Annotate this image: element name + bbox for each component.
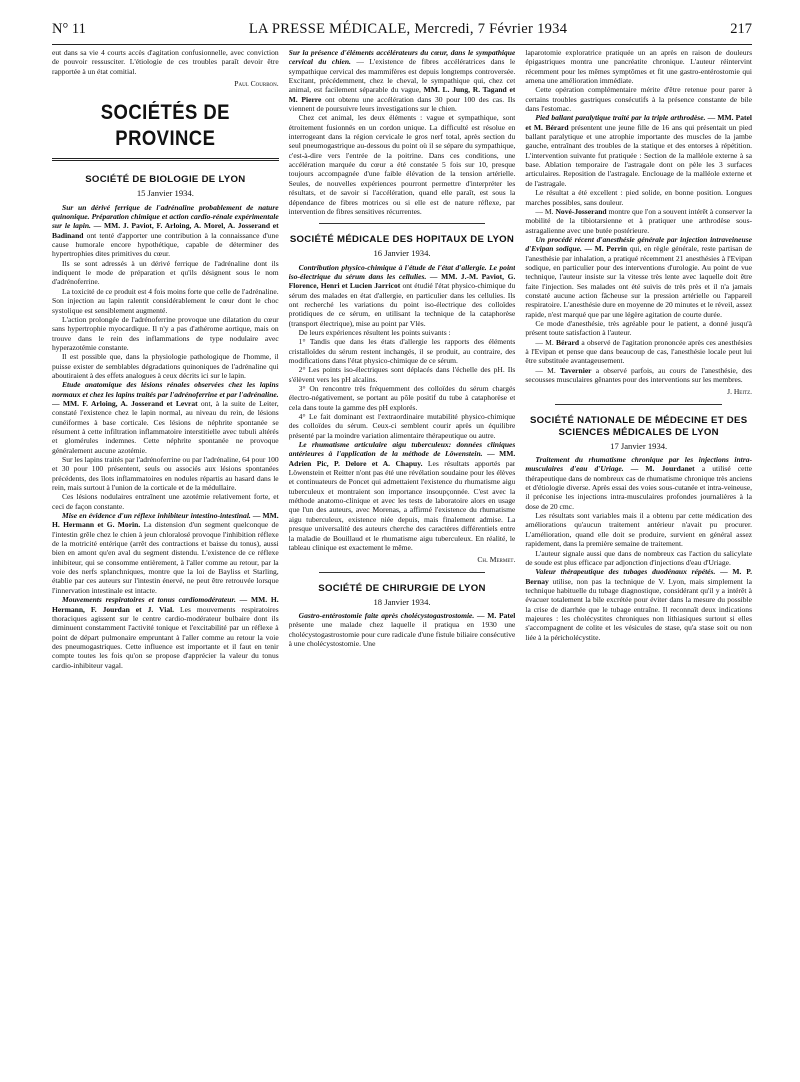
paragraph: Il est possible que, dans la physiologie pathologique de l'homme, il puisse exister de semblables dégradations quinoniques de l'adrénaline qui aboutiraient à des effets analogues à ceux décrits ici sur le lapin. — [52, 352, 279, 380]
entry-1: Sur un dérivé ferrique de l'adrénaline probablement de nature quinonique. Préparation chimique et action cardio-rénale expérimentale sur le lapin. — MM. J. Paviot, F. Arloing, A. Morel, A. Josserand et Badinand ont tenté d'apporter une contribution à la connaissance d'une cause humorale encore hypothétique, capable de déterminer des hypertrophies dites primitives du cœur. — [52, 202, 279, 259]
paragraph: Ces lésions nodulaires entraînent une azotémie relativement forte, et ceci de façon constante. — [52, 492, 279, 511]
main-section-title: SOCIÉTÉS DE PROVINCE — [100, 101, 230, 151]
signature: J. Heitz. — [727, 387, 753, 397]
running-header — [52, 18, 752, 45]
entry-8: Gastro-entérostomie faite après cholécystogastrostomie. — M. Patel présente une malade chez laquelle il pratiqua en 1930 une cholécystogastrostomie pour cure radicale d'une fistule biliaire consécutive à une cholécystostomie. Une — [288, 610, 516, 648]
journal-title: LA PRESSE MÉDICALE, Mercredi, 7 Février 1934 — [248, 21, 568, 37]
paragraph: De leurs expériences résultent les points suivants : — [298, 327, 451, 337]
intro-signature: Paul Courbon. — [234, 79, 279, 89]
entry-10: Un procédé récent d'anesthésie générale par injection intraveineuse d'Evipan sodique. — M. Perrin qui, en règle générale, reste partisan de l'anesthésie par inhalation, a pratiqué récemment 21 anesthésies à l'Evipan sodique, en particulier pour des interventions d'urologie. Au point de vue technique, l'auteur insiste sur la vitesse très lente avec laquelle doit être faite l'injection. Ses malades ont été suivis de très près et il n'a jamais constaté aucune action fâcheuse sur la pression artérielle ou l'appareil respiratoire. L'anesthésie dure en moyenne de 20 minutes et le réveil, assez rapide, n'est marqué que par une légère agitation de courte durée. — [525, 234, 753, 319]
section-rule — [555, 404, 722, 405]
paragraph: Le résultat a été excellent : pied solide, en bonne position. Longues marches possibles, sans douleur. — [525, 188, 753, 207]
paragraph: 3° On rencontre très fréquemment des colloïdes du sérum chargés électro-négativement, se portant au pôle positif du tube à cataphorèse et cela dans toute la gamme des pH explorés. — [288, 384, 516, 412]
society-title: SOCIÉTÉ MÉDICALE DES HOPITAUX DE LYON — [289, 234, 515, 246]
entry-12: Valeur thérapeutique des tubages duodénaux répétés. — M. P. Bernay utilise, non pas la technique de V. Lyon, mais simplement la technique habituelle du tubage diagnostique, considérant qu'il y a intérêt à évacuer totalement la bile excrétée pour éviter dans la mesure du possible la crise de diarrhée que le tubage entraîne. Il reconnaît deux indications majeures : les cholécystites chroniques non lithiasiques surtout si elles s'accompagnent de colite et les vésicules de stase, qu'a stase soit ou non liée à la péricholécystite. — [525, 567, 753, 642]
paragraph: 1° Tandis que dans les états d'allergie les rapports des éléments cristalloïdes du sérum restent inchangés, il se produit, au contraire, des modifications dans l'état physico-chimique de ce sérum. — [288, 337, 516, 365]
society-title: SOCIÉTÉ DE BIOLOGIE DE LYON — [85, 174, 246, 186]
paragraph: Ce mode d'anesthésie, très agréable pour le patient, a donné jusqu'à présent toute satisfaction à l'auteur. — [525, 318, 753, 338]
session-date: 17 Janvier 1934. — [610, 440, 668, 451]
double-rule — [52, 158, 279, 164]
paragraph: — M. Bérard a observé de l'agitation prononcée après ces anesthésies à l'Evipan et pense que dans beaucoup de cas, l'anesthésie locale peut lui être substituée avantageusement. — [525, 337, 753, 366]
paragraph: laparotomie exploratrice pratiquée un an après en raison de douleurs épigastriques montra une pancréatite chronique. L'auteur réintervint récemment pour les mêmes symptômes et fit une gastro-entérostomie qui amena une amélioration immédiate. — [525, 48, 753, 86]
society-title: SOCIÉTÉ NATIONALE DE MÉDECINE ET DES SCIENCES MÉDICALES DE LYON — [529, 414, 748, 438]
paragraph: L'action prolongée de l'adrénoferrine provoque une dilatation du cœur sans hypertrophie myocardique. Il n'y a pas d'athérome aortique, mais on trouve dans le rein des inflammations de type nodulaire avec hyperazotémie constante. — [52, 314, 279, 352]
paragraph: L'auteur signale aussi que dans de nombreux cas l'action du salicylate de soude est plus efficace par adjonction d'injections d'eau d'Uriage. — [525, 548, 753, 567]
section-rule — [319, 572, 486, 573]
page-number: 217 — [730, 21, 752, 37]
session-date: 15 Janvier 1934. — [136, 188, 194, 199]
column-3 — [525, 48, 752, 1068]
column-2 — [289, 48, 516, 1068]
paragraph: Cette opération complémentaire mérite d'être retenue pour parer à certains troubles gastriques consécutifs à la présence constante de bile dans l'estomac. — [525, 85, 753, 114]
entry-4: Mouvements respiratoires et tonus cardiomodérateur. — MM. H. Hermann, F. Jourdan et J. Vial. Les mouvements respiratoires thoraciques agissent sur le centre cardio-modérateur bulbaire dont ils diminuent constamment l'activité tonique et l'excitabilité par un réflexe à point de départ pulmonaire empruntant à l'aller comme au retour la voie des pneumogastriques. Cette influence est importante et il faut en tenir compte toutes les fois qu'on se propose d'apprécier la valeur du tonus cardio-inhibiteur vagal. — [52, 595, 279, 670]
paragraph: Les résultats sont variables mais il a obtenu par cette médication des améliorations qu'aucun traitement antérieur n'avait pu procurer. L'amélioration, quand elle doit se produire, survient en général assez rapidement, dans la première semaine de traitement. — [525, 511, 753, 549]
entry-11: Traitement du rhumatisme chronique par les injections intra-musculaires d'eau d'Uriage. — M. Jourdanet a utilisé cette thérapeutique dans de nombreux cas de rhumatisme chronique très anciens et d'étiologie diverse. Après essai des voies sous-cutanée et intra-veineuse, il préconise les injections intra-musculaires profondes journalières à la dose de 20 cmc. — [525, 455, 753, 511]
section-rule — [319, 223, 486, 224]
entry-9: Pied ballant paralytique traité par la triple arthrodèse. — MM. Patel et M. Bérard présentent une jeune fille de 16 ans qui présentait un pied ballant paralytique et une atrophie importante des muscles de la jambe gauche, entraînant des troubles de la statique et des entorses à répétition. L'intervention suivante fut pratiquée : Section de la malléole externe à sa base. Ablation temporaire de l'astragale dont on pèle les 3 surfaces articulaires. Reposition de l'astragale. Enclouage de la malléole externe et de l'astragale. — [525, 113, 753, 188]
entry-3: Mise en évidence d'un réflexe inhibiteur intestino-intestinal. — MM. H. Hermann et G. Morin. La distension d'un segment quelconque de l'intestin grêle chez le chien à jeun chloralosé provoque l'inhibition réflexe de la motricité entérique (arrêt des contractions et baisse du tonus), aussi bien en amont qu'en aval du segment distendu. L'existence de ce réflexe inhibiteur, qui se consomme entièrement, à l'aller comme au retour, par la voie des nerfs splanchniques, montre que la loi de Bayliss et Starling, établie par ces auteurs sur l'intestin énervé, ne peut être retrouvée lorsque l'innervation intestinale est intacte. — [52, 511, 279, 595]
paragraph: — M. Nové-Josserand montre que l'on a souvent intérêt à conserver la mobilité de la tibiotarsienne et à pratiquer une arthrodèse sous-astragalienne avec une butée postérieure. — [525, 206, 753, 235]
column-1 — [52, 48, 279, 1068]
session-date: 18 Janvier 1934. — [373, 596, 431, 607]
paragraph: 2° Les points iso-électriques sont déplacés dans l'échelle des pH. Ils s'élèvent vers les pH alcalins. — [288, 365, 516, 384]
signature: Ch. Mermet. — [477, 555, 516, 565]
paragraph: 4° Le fait dominant est l'extraordinaire mutabilité physico-chimique des colloïdes du sérum. Ceux-ci semblent courir après un équilibre présenté par la moindre variation alimentaire thérapeutique ou autre. — [288, 412, 516, 440]
paragraph: Ils se sont adressés à un dérivé ferrique de l'adrénaline dont ils indiquent le mode de préparation et qu'ils désignent sous le nom d'adrénoferrine. — [52, 258, 279, 287]
intro-text: eut dans sa vie 4 courts accès d'agitation confusionnelle, avec conviction de pouvoir ressusciter. L'étiologie de ces troubles paraît devoir être rapportée à un état comitial. — [52, 48, 279, 76]
entry-2: Etude anatomique des lésions rénales observées chez les lapins normaux et chez les lapins traités par l'adrénoferrine et par l'adrénaline. — MM. F. Arloing, A. Josserand et Levrat ont, à la suite de Leiter, constaté l'existence chez le lapin normal, au niveau du rein, de lésions cunéiformes à base corticale. Ces lésions de néphrite spontanée se résument à cette infiltration inflammatoire interstitielle avec tubuli altérés et glomérules indemnes. Cette néphrite spontanée ne provoque généralement aucune azotémie. — [52, 380, 279, 455]
paragraph: Sur les lapins traités par l'adrénoferrine ou par l'adrénaline, 64 pour 100 et 30 pour 100 présentent, seuls ou associés aux lésions spontanées précédents, des îlots inflammatoires en nodules répartis au hasard dans le rein, mais surtout à l'union de la corticale et de la médullaire. — [52, 455, 279, 493]
paragraph: — M. Tavernier a observé parfois, au cours de l'anesthésie, des secousses musculaires gênantes pour des interventions sur les membres. — [525, 365, 752, 385]
paragraph: La toxicité de ce produit est 4 fois moins forte que celle de l'adrénaline. Son injection au lapin ralentit considérablement le cœur dont le choc systolique est sensiblement augmenté. — [52, 286, 279, 315]
entry-7: Le rhumatisme articulaire aigu tuberculeux: données cliniques antérieures à l'application de la méthode de Löwenstein. — MM. Adrien Pic, P. Delore et A. Chapuy. Les résultats apportés par Löwenstein et Reitter n'ont pas été une révélation soudaine pour les élèves et continuateurs de Poncet qui admettaient l'existence du rhumatisme aigu tuberculeux et montraient son importance insoupçonnée. C'est avec la méthode anatomo-clinique et avec les tests de laboratoire alors en usage que l'un des auteurs, avec Morenas, a affirmé l'existence du rhumatisme aigu tuberculeux, existence niée depuis, mais finalement admise. La presque universalité des auteurs cherche des caractères différentiels entre la maladie de Bouillaud et le rhumatisme aigu tuberculeux. En réalité, le tableau clinique est exactement le même. — [288, 440, 516, 552]
entry-5: Sur la présence d'éléments accélérateurs du cœur, dans le sympathique cervical du chien. — L'existence de fibres accélératrices dans le sympathique cervical des mammifères est depuis longtemps controversée. Excitant, précédemment, chez le cheval, le sympathique qui, chez cet animal, est facilement séparable du vague, MM. L. Jung, R. Tagand et M. Pierre ont obtenu une accélération dans 30 pour 100 des cas. Ils viennent de poursuivre leurs investigations sur le chien. — [288, 48, 516, 114]
society-title: SOCIÉTÉ DE CHIRURGIE DE LYON — [318, 582, 486, 594]
paragraph: Chez cet animal, les deux éléments : vague et sympathique, sont étroitement fusionnés en un cordon unique. La difficulté est résolue en interrogeant dans la région cervicale le gros nerf total, après section du seul pneumogastrique au-dessous du point où il se sépare du sympathique, c'est-à-dire vers l'entrée de la poitrine. Dans ces conditions, une accélération marquée du cœur a été constatée 5 fois sur 10, presque toujours accompagnée d'une faible élévation de la tension artérielle. Seules, de nouvelles expériences pourront permettre d'interpréter les résultats, et de savoir si l'accélération, quand elle paraît, est sous la dépendance de fibres motrices ou si elle est de nature réflexe, par intervention de fibres sensitives récurrentes. — [288, 113, 516, 216]
issue-number: N° 11 — [52, 21, 86, 37]
entry-6: Contribution physico-chimique à l'étude de l'état d'allergie. Le point iso-électrique du sérum dans les cellulies. — MM. J.-M. Paviot, G. Florence, Henri et Lucien Jarricot ont étudié l'état physico-chimique du sérum des malades en état d'allergie, en particulier dans les cellulies. Ils ont recherché les variations du point iso-électrique des colloïdes protidiques de ce sérum, en utilisant la technique de la cataphorèse (transport électrique), mise au point par Vlès. — [288, 262, 516, 328]
session-date: 16 Janvier 1934. — [373, 248, 431, 259]
columns — [52, 48, 752, 1068]
